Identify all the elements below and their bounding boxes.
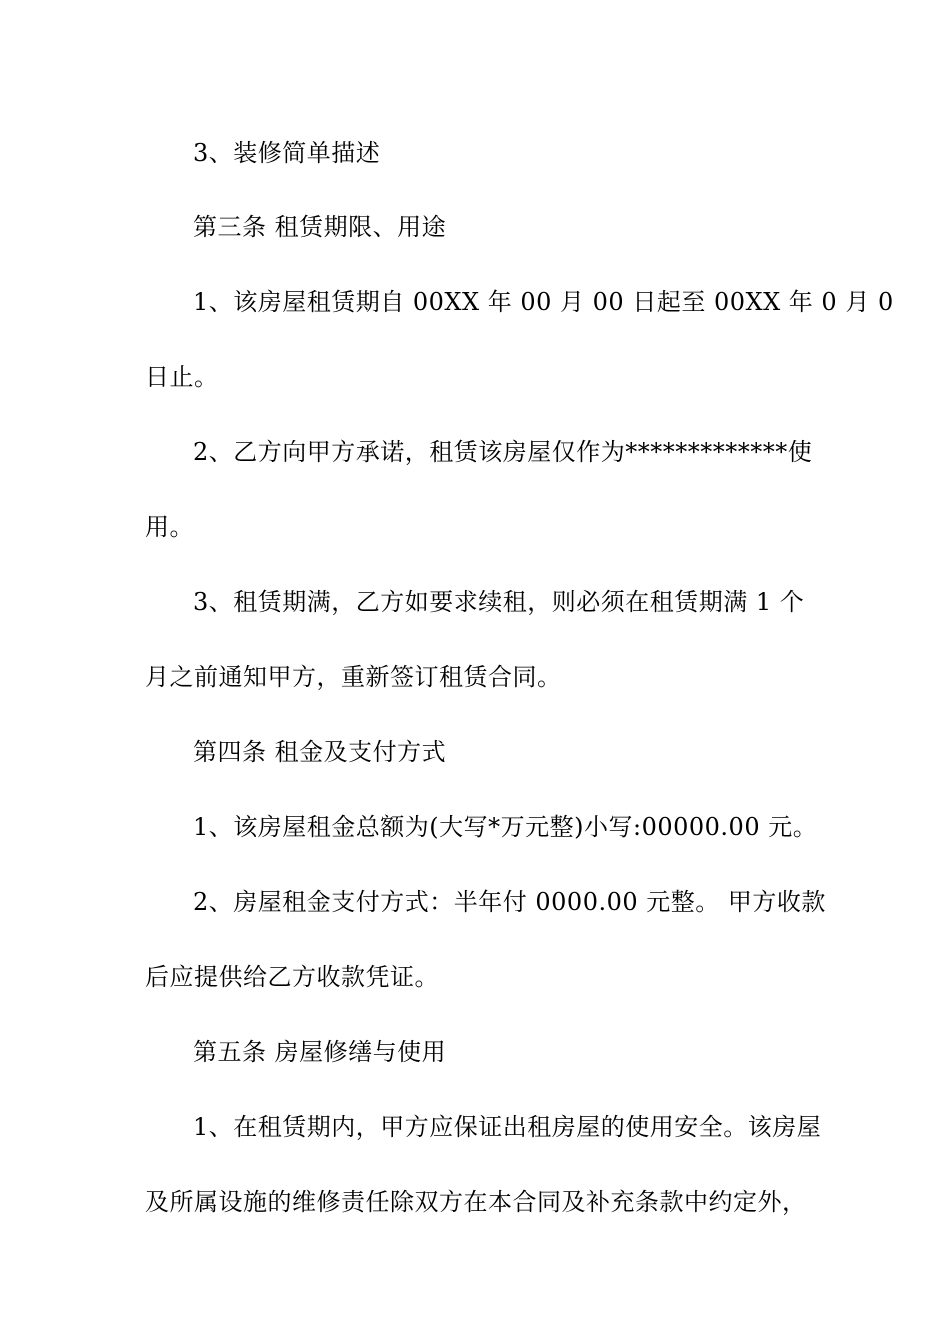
- text-line-payment-method-cont: 后应提供给乙方收款凭证。: [145, 963, 439, 991]
- text-line-usage-cont: 用。: [145, 513, 194, 541]
- article-4-heading: 第四条 租金及支付方式: [193, 738, 447, 766]
- text-line-payment-method: 2、房屋租金支付方式：半年付 0000.00 元整。 甲方收款: [193, 888, 826, 916]
- text-line-usage: 2、乙方向甲方承诺，租赁该房屋仅作为*************使: [193, 438, 813, 466]
- text-line-lease-term: 1、该房屋租赁期自 00XX 年 00 月 00 日起至 00XX 年 0 月 0: [193, 288, 894, 316]
- text-line-renewal-cont: 月之前通知甲方，重新签订租赁合同。: [145, 663, 562, 691]
- text-line-safety-cont: 及所属设施的维修责任除双方在本合同及补充条款中约定外，: [145, 1188, 807, 1216]
- text-line-renewal: 3、租赁期满，乙方如要求续租，则必须在租赁期满 1 个: [193, 588, 805, 616]
- text-line-safety: 1、在租赁期内，甲方应保证出租房屋的使用安全。该房屋: [193, 1113, 822, 1141]
- article-3-heading: 第三条 租赁期限、用途: [193, 213, 447, 241]
- text-line-decoration-desc: 3、装修简单描述: [193, 139, 381, 167]
- article-5-heading: 第五条 房屋修缮与使用: [193, 1038, 447, 1066]
- text-line-rent-total: 1、该房屋租金总额为(大写*万元整)小写:00000.00 元。: [193, 813, 818, 841]
- text-line-lease-term-cont: 日止。: [145, 363, 219, 391]
